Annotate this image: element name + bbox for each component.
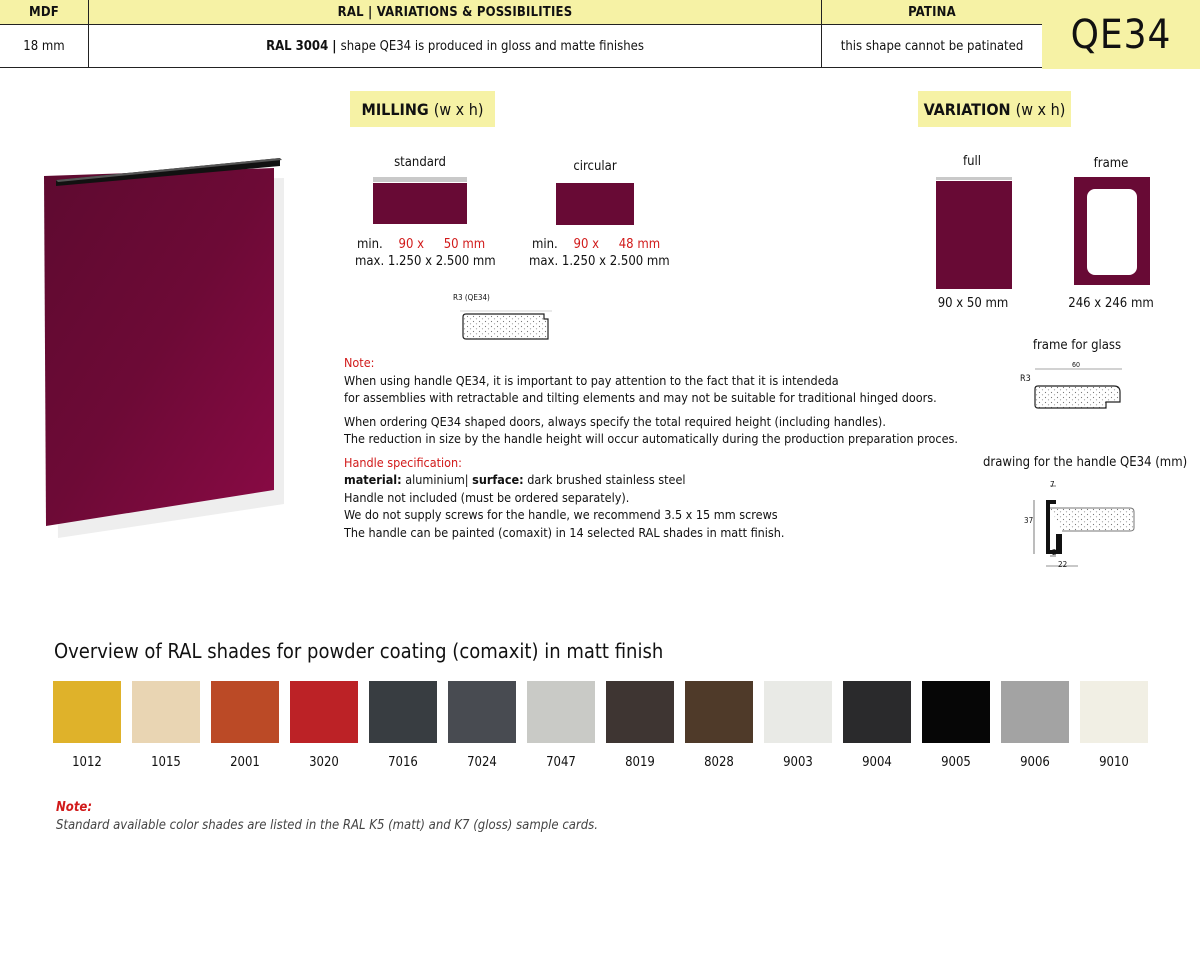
note-line-4: The reduction in size by the handle height will occur automatically during the production preparation proces. bbox=[344, 431, 958, 446]
surface-value: dark brushed stainless steel bbox=[523, 472, 686, 487]
ral-swatch-label: 9005 bbox=[941, 755, 971, 770]
surface-label: surface: bbox=[472, 472, 524, 487]
footer-note-text: Standard available color shades are listed in the RAL K5 (matt) and K7 (gloss) sample cards. bbox=[56, 818, 598, 833]
ral-overview-title: Overview of RAL shades for powder coating (comaxit) in matt finish bbox=[54, 639, 664, 663]
milling-profile-drawing bbox=[460, 305, 555, 345]
door-illustration bbox=[30, 150, 300, 540]
handle-spec-title: Handle specification: bbox=[344, 454, 462, 470]
full-size: 90 x 50 mm bbox=[937, 296, 1009, 311]
ral-swatch-9010 bbox=[1080, 681, 1148, 743]
ral-swatch-7047 bbox=[527, 681, 595, 743]
glass-frame-r3: R3 bbox=[1020, 374, 1031, 384]
patina-value: this shape cannot be patinated bbox=[840, 38, 1024, 54]
material-value: aluminium| bbox=[401, 472, 473, 487]
handle-drawing bbox=[1020, 478, 1170, 573]
frame-swatch bbox=[1073, 176, 1151, 286]
ral-swatch-label: 9010 bbox=[1099, 755, 1129, 770]
ral-swatch-label: 9003 bbox=[783, 755, 813, 770]
header-patina: PATINA bbox=[822, 0, 1042, 24]
full-label: full bbox=[962, 154, 982, 169]
ral-code: RAL 3004 bbox=[266, 38, 329, 54]
standard-min-h: 50 mm bbox=[443, 237, 486, 252]
handle-spec-line-4: The handle can be painted (comaxit) in 14 selected RAL shades in matt finish. bbox=[344, 524, 785, 540]
circular-min-label: min. bbox=[532, 237, 558, 252]
handle-dim-bottom: 2 bbox=[1052, 548, 1057, 557]
profile-label: R3 (QE34) bbox=[453, 293, 490, 302]
mdf-value: 18 mm bbox=[23, 38, 65, 54]
glass-frame-dim: 60 bbox=[1072, 361, 1081, 369]
product-code: QE34 bbox=[1042, 0, 1200, 69]
footer-note-title: Note: bbox=[56, 800, 93, 815]
ral-swatch-label: 7024 bbox=[467, 755, 497, 770]
ral-swatch-8019 bbox=[606, 681, 674, 743]
glass-frame-drawing bbox=[1032, 366, 1127, 411]
ral-swatch-7016 bbox=[369, 681, 437, 743]
frame-label: frame bbox=[1093, 156, 1129, 171]
ral-swatch-label: 9004 bbox=[862, 755, 892, 770]
ral-swatch-7024 bbox=[448, 681, 516, 743]
handle-dim-width: 22 bbox=[1058, 560, 1068, 569]
full-swatch bbox=[935, 176, 1013, 290]
note-line-3: When ordering QE34 shaped doors, always specify the total required height (including handles). bbox=[344, 413, 886, 429]
note-line-1: When using handle QE34, it is important to pay attention to the fact that it is intendeda bbox=[344, 372, 839, 388]
circular-min bbox=[532, 237, 660, 252]
circular-label: circular bbox=[573, 159, 617, 174]
note-title: Note: bbox=[344, 355, 375, 370]
ral-separator: | bbox=[328, 38, 341, 54]
ral-swatch-8028 bbox=[685, 681, 753, 743]
glass-frame-label: frame for glass bbox=[1032, 338, 1122, 353]
variation-title bbox=[918, 91, 1071, 127]
ral-text: shape QE34 is produced in gloss and matte finishes bbox=[340, 38, 644, 54]
ral-swatch-label: 1015 bbox=[151, 755, 181, 770]
ral-swatch-label: 7047 bbox=[546, 755, 576, 770]
ral-swatch-2001 bbox=[211, 681, 279, 743]
circular-min-h: 48 mm bbox=[618, 237, 661, 252]
material-label: material: bbox=[344, 472, 402, 487]
ral-swatch-label: 8019 bbox=[625, 755, 655, 770]
ral-swatch-label: 1012 bbox=[72, 755, 102, 770]
ral-value bbox=[89, 25, 821, 67]
standard-min-w: 90 x bbox=[398, 237, 425, 252]
standard-max: max. 1.250 x 2.500 mm bbox=[355, 254, 496, 269]
header-mdf: MDF bbox=[0, 0, 88, 24]
milling-title bbox=[350, 91, 495, 127]
ral-swatch-label: 3020 bbox=[309, 755, 339, 770]
ral-swatch-9006 bbox=[1001, 681, 1069, 743]
standard-min bbox=[357, 237, 485, 252]
standard-min-label: min. bbox=[357, 237, 383, 252]
milling-title-text: MILLING bbox=[361, 99, 429, 119]
ral-swatch-3020 bbox=[290, 681, 358, 743]
ral-swatch-label: 7016 bbox=[388, 755, 418, 770]
note-block bbox=[344, 354, 964, 541]
frame-size: 246 x 246 mm bbox=[1068, 296, 1154, 311]
variation-title-text: VARIATION bbox=[923, 99, 1011, 119]
standard-swatch bbox=[372, 176, 468, 226]
ral-swatch-1012 bbox=[53, 681, 121, 743]
handle-dim-top: 7 bbox=[1050, 480, 1055, 489]
ral-swatch-9005 bbox=[922, 681, 990, 743]
handle-drawing-label: drawing for the handle QE34 (mm) bbox=[983, 455, 1188, 470]
circular-min-w: 90 x bbox=[573, 237, 600, 252]
ral-swatch-label: 2001 bbox=[230, 755, 260, 770]
variation-unit: (w x h) bbox=[1015, 99, 1066, 119]
header-ral: RAL | VARIATIONS & POSSIBILITIES bbox=[89, 0, 821, 24]
door-panel bbox=[44, 168, 274, 526]
handle-spec-line-2: Handle not included (must be ordered separately). bbox=[344, 489, 630, 505]
handle-dim-height: 37 bbox=[1024, 516, 1034, 525]
handle-spec-material bbox=[344, 471, 964, 489]
standard-label: standard bbox=[394, 155, 446, 170]
circular-swatch bbox=[555, 182, 635, 226]
note-line-2: for assemblies with retractable and tilting elements and may not be suitable for traditional hinged doors. bbox=[344, 390, 937, 405]
ral-swatch-9003 bbox=[764, 681, 832, 743]
handle-spec-line-3: We do not supply screws for the handle, we recommend 3.5 x 15 mm screws bbox=[344, 507, 778, 522]
milling-unit: (w x h) bbox=[433, 99, 484, 119]
circular-max: max. 1.250 x 2.500 mm bbox=[529, 254, 670, 269]
ral-swatch-9004 bbox=[843, 681, 911, 743]
ral-swatch-1015 bbox=[132, 681, 200, 743]
ral-swatch-label: 8028 bbox=[704, 755, 734, 770]
ral-swatch-label: 9006 bbox=[1020, 755, 1050, 770]
